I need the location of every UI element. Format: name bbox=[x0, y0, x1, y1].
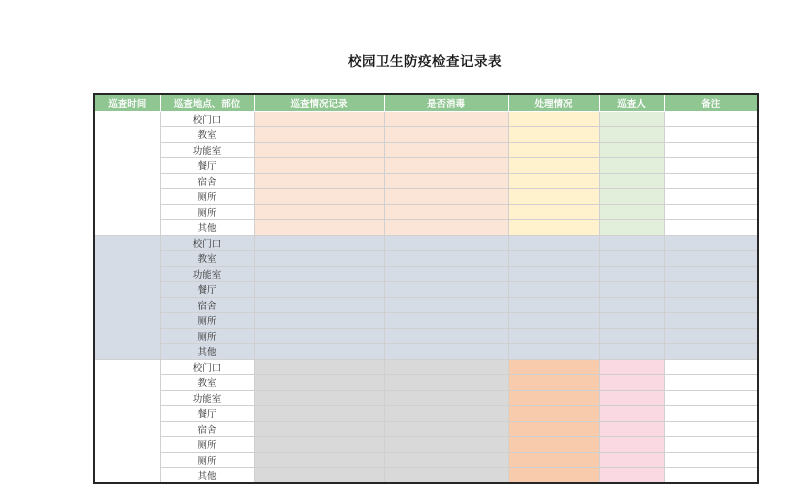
record-cell[interactable] bbox=[254, 421, 384, 437]
disinfect-cell[interactable] bbox=[384, 359, 508, 375]
table-row bbox=[94, 266, 758, 282]
table-row bbox=[94, 421, 758, 437]
inspector-cell[interactable] bbox=[599, 344, 664, 360]
note-cell[interactable] bbox=[664, 297, 758, 313]
handle-cell[interactable] bbox=[508, 173, 599, 189]
location-cell: 厕所 bbox=[160, 452, 254, 468]
handle-cell[interactable] bbox=[508, 297, 599, 313]
location-cell: 厕所 bbox=[160, 437, 254, 453]
header-row bbox=[94, 94, 758, 111]
note-cell[interactable] bbox=[664, 266, 758, 282]
table-row bbox=[94, 406, 758, 422]
handle-cell[interactable] bbox=[508, 111, 599, 127]
record-cell[interactable] bbox=[254, 142, 384, 158]
table-row bbox=[94, 390, 758, 406]
inspector-cell[interactable] bbox=[599, 220, 664, 236]
inspector-cell[interactable] bbox=[599, 173, 664, 189]
table-row bbox=[94, 251, 758, 267]
location-cell: 其他 bbox=[160, 468, 254, 484]
disinfect-cell[interactable] bbox=[384, 468, 508, 484]
location-cell: 校门口 bbox=[160, 359, 254, 375]
record-cell[interactable] bbox=[254, 204, 384, 220]
inspector-cell[interactable] bbox=[599, 328, 664, 344]
table-row bbox=[94, 189, 758, 205]
header-cell-inspector: 巡查人 bbox=[599, 94, 664, 111]
record-cell[interactable] bbox=[254, 282, 384, 298]
note-cell[interactable] bbox=[664, 235, 758, 251]
time-cell-block-2[interactable] bbox=[94, 235, 160, 359]
table-row bbox=[94, 437, 758, 453]
inspector-cell[interactable] bbox=[599, 375, 664, 391]
note-cell[interactable] bbox=[664, 111, 758, 127]
note-cell[interactable] bbox=[664, 189, 758, 205]
location-cell: 教室 bbox=[160, 127, 254, 143]
handle-cell[interactable] bbox=[508, 390, 599, 406]
disinfect-cell[interactable] bbox=[384, 406, 508, 422]
record-cell[interactable] bbox=[254, 437, 384, 453]
location-cell: 校门口 bbox=[160, 235, 254, 251]
note-cell[interactable] bbox=[664, 142, 758, 158]
location-cell: 校门口 bbox=[160, 111, 254, 127]
note-cell[interactable] bbox=[664, 282, 758, 298]
handle-cell[interactable] bbox=[508, 328, 599, 344]
disinfect-cell[interactable] bbox=[384, 282, 508, 298]
table-row bbox=[94, 452, 758, 468]
disinfect-cell[interactable] bbox=[384, 452, 508, 468]
location-cell: 餐厅 bbox=[160, 282, 254, 298]
header-cell-note: 备注 bbox=[664, 94, 758, 111]
record-cell[interactable] bbox=[254, 173, 384, 189]
inspector-cell[interactable] bbox=[599, 204, 664, 220]
note-cell[interactable] bbox=[664, 406, 758, 422]
location-cell: 宿舍 bbox=[160, 173, 254, 189]
location-cell: 厕所 bbox=[160, 313, 254, 329]
time-cell-block-3[interactable] bbox=[94, 359, 160, 483]
document-sheet bbox=[93, 0, 757, 484]
table-row bbox=[94, 344, 758, 360]
record-cell[interactable] bbox=[254, 251, 384, 267]
disinfect-cell[interactable] bbox=[384, 173, 508, 189]
table-row bbox=[94, 111, 758, 127]
disinfect-cell[interactable] bbox=[384, 142, 508, 158]
disinfect-cell[interactable] bbox=[384, 390, 508, 406]
record-cell[interactable] bbox=[254, 266, 384, 282]
record-cell[interactable] bbox=[254, 235, 384, 251]
note-cell[interactable] bbox=[664, 390, 758, 406]
note-cell[interactable] bbox=[664, 421, 758, 437]
table-row bbox=[94, 158, 758, 174]
disinfect-cell[interactable] bbox=[384, 158, 508, 174]
location-cell: 厕所 bbox=[160, 189, 254, 205]
location-cell: 功能室 bbox=[160, 142, 254, 158]
handle-cell[interactable] bbox=[508, 235, 599, 251]
disinfect-cell[interactable] bbox=[384, 313, 508, 329]
location-cell: 功能室 bbox=[160, 390, 254, 406]
disinfect-cell[interactable] bbox=[384, 111, 508, 127]
handle-cell[interactable] bbox=[508, 189, 599, 205]
disinfect-cell[interactable] bbox=[384, 235, 508, 251]
note-cell[interactable] bbox=[664, 173, 758, 189]
disinfect-cell[interactable] bbox=[384, 344, 508, 360]
table-row bbox=[94, 297, 758, 313]
location-cell: 功能室 bbox=[160, 266, 254, 282]
header-cell-handle: 处理情况 bbox=[508, 94, 599, 111]
location-cell: 餐厅 bbox=[160, 406, 254, 422]
disinfect-cell[interactable] bbox=[384, 204, 508, 220]
disinfect-cell[interactable] bbox=[384, 266, 508, 282]
inspector-cell[interactable] bbox=[599, 452, 664, 468]
record-cell[interactable] bbox=[254, 127, 384, 143]
note-cell[interactable] bbox=[664, 437, 758, 453]
note-cell[interactable] bbox=[664, 328, 758, 344]
note-cell[interactable] bbox=[664, 204, 758, 220]
note-cell[interactable] bbox=[664, 220, 758, 236]
inspector-cell[interactable] bbox=[599, 266, 664, 282]
record-cell[interactable] bbox=[254, 313, 384, 329]
handle-cell[interactable] bbox=[508, 421, 599, 437]
table-row bbox=[94, 375, 758, 391]
inspector-cell[interactable] bbox=[599, 142, 664, 158]
table-row bbox=[94, 313, 758, 329]
record-cell[interactable] bbox=[254, 390, 384, 406]
handle-cell[interactable] bbox=[508, 220, 599, 236]
location-cell: 宿舍 bbox=[160, 297, 254, 313]
note-cell[interactable] bbox=[664, 375, 758, 391]
note-cell[interactable] bbox=[664, 251, 758, 267]
handle-cell[interactable] bbox=[508, 344, 599, 360]
handle-cell[interactable] bbox=[508, 266, 599, 282]
table-row bbox=[94, 235, 758, 251]
inspector-cell[interactable] bbox=[599, 158, 664, 174]
location-cell: 其他 bbox=[160, 220, 254, 236]
inspector-cell[interactable] bbox=[599, 421, 664, 437]
note-cell[interactable] bbox=[664, 452, 758, 468]
handle-cell[interactable] bbox=[508, 437, 599, 453]
location-cell: 教室 bbox=[160, 375, 254, 391]
record-cell[interactable] bbox=[254, 375, 384, 391]
inspector-cell[interactable] bbox=[599, 406, 664, 422]
inspector-cell[interactable] bbox=[599, 313, 664, 329]
location-cell: 厕所 bbox=[160, 204, 254, 220]
header-cell-location: 巡查地点、部位 bbox=[160, 94, 254, 111]
location-cell: 其他 bbox=[160, 344, 254, 360]
inspector-cell[interactable] bbox=[599, 235, 664, 251]
handle-cell[interactable] bbox=[508, 468, 599, 484]
record-cell[interactable] bbox=[254, 189, 384, 205]
inspector-cell[interactable] bbox=[599, 437, 664, 453]
inspector-cell[interactable] bbox=[599, 390, 664, 406]
table-row bbox=[94, 127, 758, 143]
record-cell[interactable] bbox=[254, 111, 384, 127]
table-row bbox=[94, 359, 758, 375]
handle-cell[interactable] bbox=[508, 313, 599, 329]
inspector-cell[interactable] bbox=[599, 297, 664, 313]
inspector-cell[interactable] bbox=[599, 251, 664, 267]
record-cell[interactable] bbox=[254, 158, 384, 174]
table-row bbox=[94, 142, 758, 158]
handle-cell[interactable] bbox=[508, 127, 599, 143]
disinfect-cell[interactable] bbox=[384, 328, 508, 344]
record-cell[interactable] bbox=[254, 468, 384, 484]
record-cell[interactable] bbox=[254, 220, 384, 236]
record-cell[interactable] bbox=[254, 328, 384, 344]
handle-cell[interactable] bbox=[508, 452, 599, 468]
note-cell[interactable] bbox=[664, 127, 758, 143]
disinfect-cell[interactable] bbox=[384, 437, 508, 453]
location-cell: 教室 bbox=[160, 251, 254, 267]
disinfect-cell[interactable] bbox=[384, 297, 508, 313]
disinfect-cell[interactable] bbox=[384, 421, 508, 437]
time-cell-block-1[interactable] bbox=[94, 111, 160, 235]
location-cell: 餐厅 bbox=[160, 158, 254, 174]
handle-cell[interactable] bbox=[508, 359, 599, 375]
table-row bbox=[94, 204, 758, 220]
table-row bbox=[94, 328, 758, 344]
record-cell[interactable] bbox=[254, 406, 384, 422]
handle-cell[interactable] bbox=[508, 251, 599, 267]
record-cell[interactable] bbox=[254, 452, 384, 468]
header-cell-time: 巡查时间 bbox=[94, 94, 160, 111]
handle-cell[interactable] bbox=[508, 204, 599, 220]
inspector-cell[interactable] bbox=[599, 282, 664, 298]
location-cell: 宿舍 bbox=[160, 421, 254, 437]
table-row bbox=[94, 468, 758, 484]
inspector-cell[interactable] bbox=[599, 111, 664, 127]
table-row bbox=[94, 220, 758, 236]
note-cell[interactable] bbox=[664, 468, 758, 484]
inspector-cell[interactable] bbox=[599, 127, 664, 143]
note-cell[interactable] bbox=[664, 313, 758, 329]
handle-cell[interactable] bbox=[508, 142, 599, 158]
record-cell[interactable] bbox=[254, 297, 384, 313]
inspector-cell[interactable] bbox=[599, 359, 664, 375]
disinfect-cell[interactable] bbox=[384, 189, 508, 205]
disinfect-cell[interactable] bbox=[384, 127, 508, 143]
inspector-cell[interactable] bbox=[599, 468, 664, 484]
table-row bbox=[94, 282, 758, 298]
disinfect-cell[interactable] bbox=[384, 375, 508, 391]
note-cell[interactable] bbox=[664, 158, 758, 174]
handle-cell[interactable] bbox=[508, 282, 599, 298]
handle-cell[interactable] bbox=[508, 406, 599, 422]
record-cell[interactable] bbox=[254, 359, 384, 375]
header-cell-record: 巡查情况记录 bbox=[254, 94, 384, 111]
note-cell[interactable] bbox=[664, 359, 758, 375]
record-cell[interactable] bbox=[254, 344, 384, 360]
inspector-cell[interactable] bbox=[599, 189, 664, 205]
record-table bbox=[93, 93, 759, 484]
note-cell[interactable] bbox=[664, 344, 758, 360]
header-cell-disinfect: 是否消毒 bbox=[384, 94, 508, 111]
handle-cell[interactable] bbox=[508, 158, 599, 174]
disinfect-cell[interactable] bbox=[384, 251, 508, 267]
page-title: 校园卫生防疫检查记录表 bbox=[348, 54, 502, 69]
disinfect-cell[interactable] bbox=[384, 220, 508, 236]
location-cell: 厕所 bbox=[160, 328, 254, 344]
handle-cell[interactable] bbox=[508, 375, 599, 391]
table-row bbox=[94, 173, 758, 189]
